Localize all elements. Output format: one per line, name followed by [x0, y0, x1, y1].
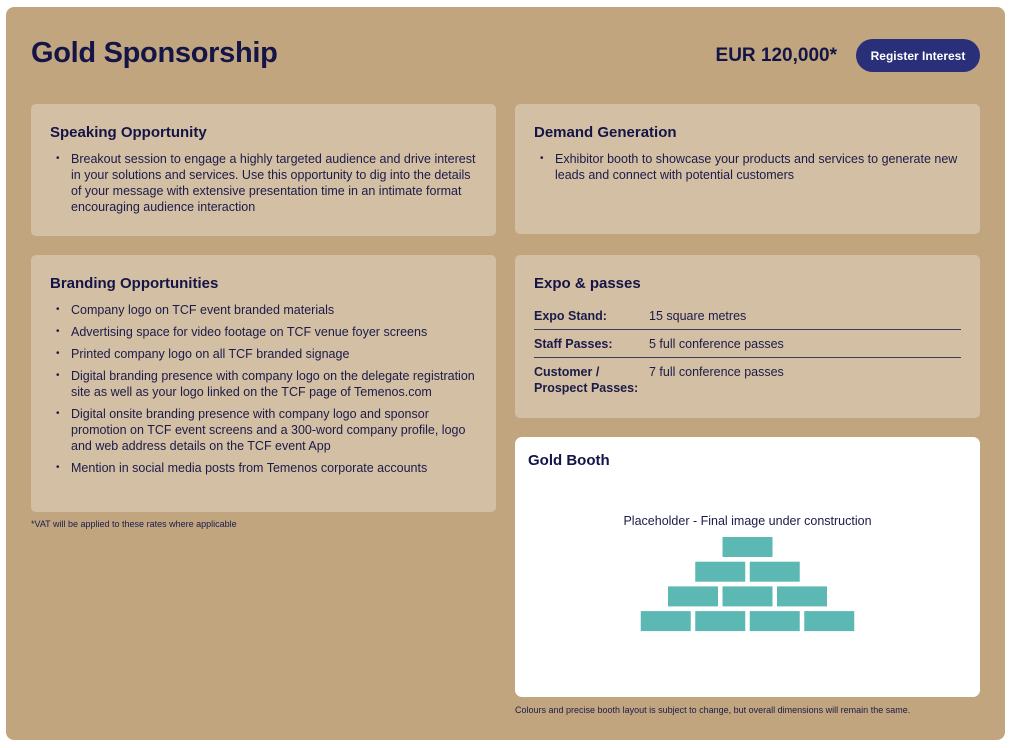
- list-item: • Digital onsite branding presence with company logo and sponsor promotion on TCF event screens and a 300-word company profile, logo and web address details on the TCF event App: [50, 406, 477, 454]
- table-row: [534, 358, 961, 402]
- speaking-opportunity-card: [31, 104, 496, 236]
- branding-opportunities-card: [31, 255, 496, 512]
- expo-passes-table: [534, 302, 961, 401]
- customer-passes-label: Customer / Prospect Passes:: [534, 365, 639, 395]
- vat-note: *VAT will be applied to these rates where applicable: [31, 519, 237, 529]
- list-item: • Printed company logo on all TCF branded signage: [50, 346, 477, 362]
- booth-block: [804, 611, 854, 631]
- list-item: • Mention in social media posts from Temenos corporate accounts: [50, 460, 477, 476]
- booth-block: [695, 611, 745, 631]
- customer-passes-value: 7 full conference passes: [649, 365, 784, 379]
- list-item: • Exhibitor booth to showcase your products and services to generate new leads and connect with potential customers: [534, 151, 961, 183]
- demand-generation-list: [534, 151, 961, 183]
- register-interest-button[interactable]: Register Interest: [856, 39, 980, 72]
- page-title: Gold Sponsorship: [31, 37, 278, 69]
- booth-block: [750, 562, 800, 582]
- list-item: • Breakout session to engage a highly targeted audience and drive interest in your solutions and services. Use this opportunity to dig into the details of your message with extensive presentation time in an intimate format encouraging audience interaction: [50, 151, 477, 215]
- branding-opportunities-list: [50, 302, 477, 476]
- list-item: • Company logo on TCF event branded materials: [50, 302, 477, 318]
- expo-passes-title: Expo & passes: [534, 275, 641, 292]
- demand-generation-title: Demand Generation: [534, 124, 677, 141]
- branding-opportunities-title: Branding Opportunities: [50, 275, 219, 292]
- booth-pyramid-illustration: [515, 437, 980, 697]
- booth-block: [641, 611, 691, 631]
- booth-block: [723, 586, 773, 606]
- speaking-opportunity-list: [50, 151, 477, 215]
- booth-block: [750, 611, 800, 631]
- expo-stand-value: 15 square metres: [649, 302, 961, 330]
- table-row: [534, 302, 961, 330]
- demand-generation-card: [515, 104, 980, 234]
- booth-block: [668, 586, 718, 606]
- expo-stand-label: Expo Stand:: [534, 302, 649, 330]
- booth-layout-note: Colours and precise booth layout is subject to change, but overall dimensions will remain the same.: [515, 705, 911, 715]
- gold-booth-title: Gold Booth: [528, 452, 610, 469]
- booth-block: [723, 537, 773, 557]
- gold-booth-card: [515, 437, 980, 697]
- booth-block: [777, 586, 827, 606]
- table-row: [534, 330, 961, 358]
- list-item: • Advertising space for video footage on TCF venue foyer screens: [50, 324, 477, 340]
- staff-passes-value: 5 full conference passes: [649, 330, 961, 358]
- speaking-opportunity-title: Speaking Opportunity: [50, 124, 207, 141]
- booth-block: [695, 562, 745, 582]
- list-item: • Digital branding presence with company logo on the delegate registration site as well as your logo linked on the TCF page of Temenos.com: [50, 368, 477, 400]
- booth-placeholder-text: Placeholder - Final image under construction: [623, 514, 872, 528]
- expo-passes-card: [515, 255, 980, 418]
- price-label: EUR 120,000*: [715, 45, 837, 66]
- staff-passes-label: Staff Passes:: [534, 330, 649, 358]
